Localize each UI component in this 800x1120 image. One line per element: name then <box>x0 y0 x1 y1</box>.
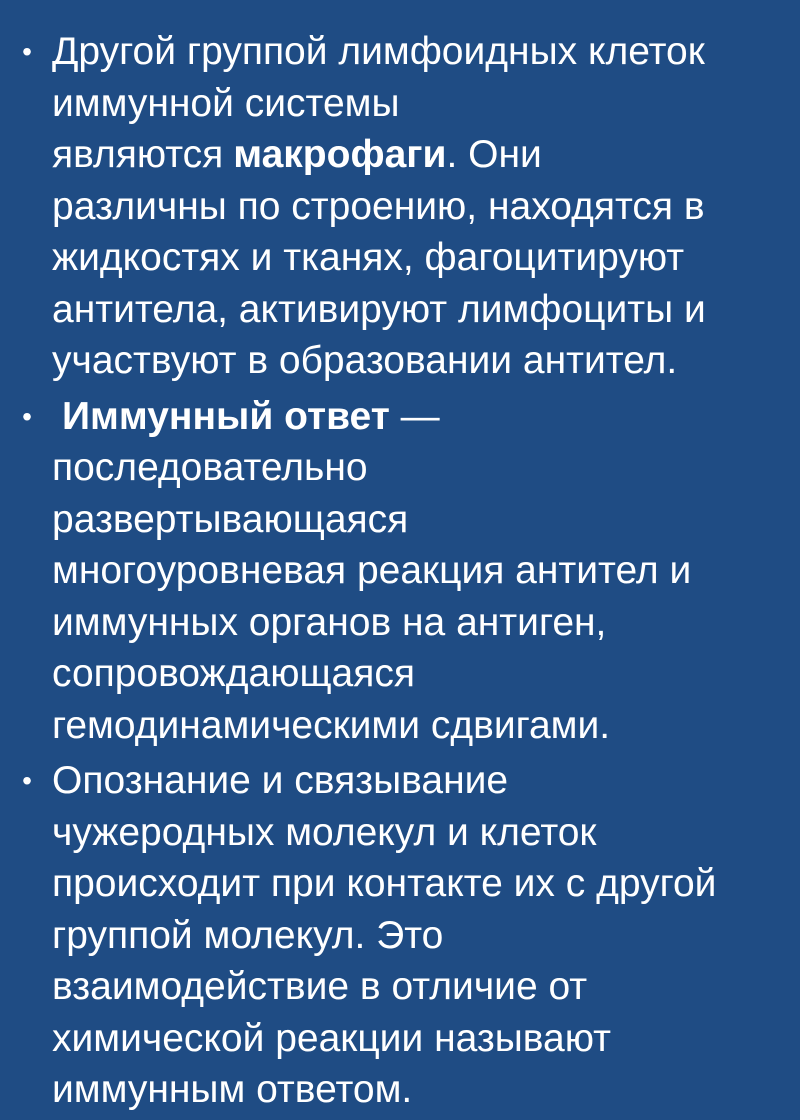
bullet-item-recognition <box>0 755 800 1116</box>
bold-term: макрофаги <box>233 133 447 176</box>
text-line: сопровождающаяся <box>52 652 415 695</box>
text-line: развертывающаяся <box>52 497 409 541</box>
text-line: — <box>389 394 440 438</box>
text-line: химической реакции называют <box>52 1016 612 1060</box>
text-line: являются <box>52 133 224 176</box>
text-line: . Они <box>446 133 542 176</box>
text-line: чужеродных молекул и клеток <box>52 810 597 854</box>
bullet-icon: • <box>22 36 32 67</box>
bullet-list <box>0 26 800 1120</box>
bullet-item-immune-response <box>0 391 800 752</box>
bullet-item-macrophages <box>0 26 800 387</box>
text-line: антитела, активируют лимфоциты и <box>52 287 706 331</box>
text-line: последовательно <box>52 446 368 489</box>
text-line: происходит при контакте их с другой <box>52 862 717 905</box>
text-line: многоуровневая реакция антител и <box>52 549 692 592</box>
text-line: иммунным ответом. <box>52 1068 413 1111</box>
bullet-icon: • <box>22 765 32 796</box>
text-line: Опознание и связывание <box>52 759 509 802</box>
bullet-icon: • <box>22 400 32 432</box>
text-line: иммунных органов на антиген, <box>52 600 607 644</box>
text-line: группой молекул. Это <box>52 913 444 957</box>
bold-term: Иммунный ответ <box>62 394 390 438</box>
text-line: взаимодействие в отличие от <box>52 965 588 1008</box>
text-line: гемодинамическими сдвигами. <box>52 703 611 747</box>
text-line: иммунной системы <box>52 81 400 125</box>
text-line: участвуют в образовании антител. <box>52 339 678 382</box>
text-line: различны по строению, находятся в <box>52 184 705 228</box>
text-line: Другой группой лимфоидных клеток <box>52 30 705 73</box>
text-line: жидкостях и тканях, фагоцитируют <box>52 236 685 279</box>
